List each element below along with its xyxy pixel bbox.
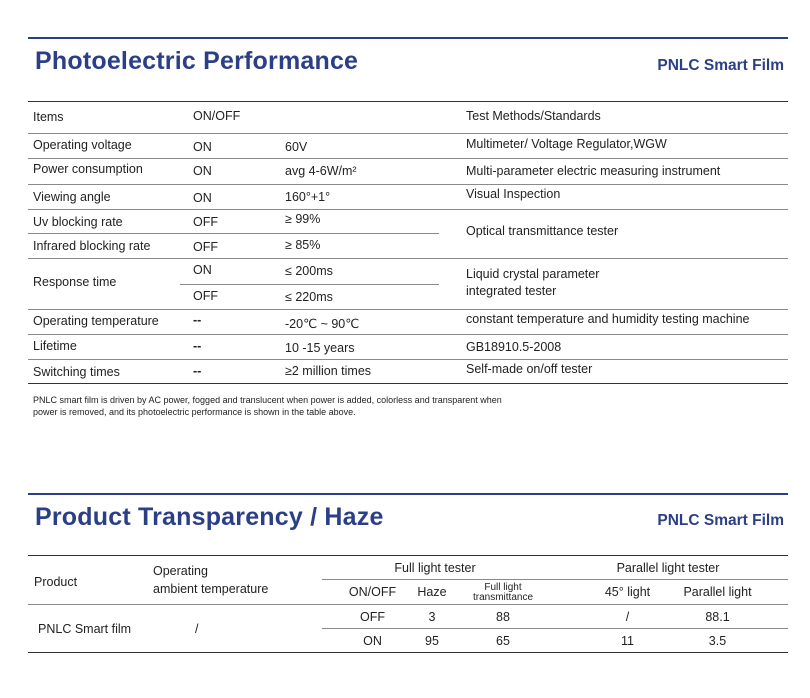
group-header-divider (322, 579, 788, 580)
response-on-state: ON (193, 263, 212, 277)
item-value: avg 4-6W/m² (285, 164, 357, 178)
item-label: Power consumption (33, 162, 143, 176)
row-divider (28, 309, 788, 310)
table1-top-border (28, 101, 788, 102)
section2-title: Product Transparency / Haze (35, 503, 384, 531)
item-state: OFF (193, 215, 218, 229)
header-parallel-light-group: Parallel light tester (616, 561, 720, 575)
item-test: constant temperature and humidity testing machine (466, 312, 750, 326)
product-ambient: / (195, 622, 199, 636)
item-state: -- (193, 364, 202, 378)
header-full-transmittance-line1: Full light (484, 582, 522, 593)
row-full-transmittance: 65 (496, 634, 510, 648)
section2-brand: PNLC Smart Film (657, 512, 784, 529)
item-label: Lifetime (33, 339, 77, 353)
response-off-value: ≤ 220ms (285, 290, 333, 304)
item-test: GB18910.5-2008 (466, 340, 562, 354)
item-value: ≥ 99% (285, 212, 321, 226)
item-state: ON (193, 164, 212, 178)
row-full-transmittance: 88 (496, 610, 510, 624)
item-label: Response time (33, 275, 117, 289)
header-ambient-line2: ambient temperature (153, 582, 269, 596)
footnote-line1: PNLC smart film is driven by AC power, fogged and translucent when power is added, colorless and transparent when (33, 395, 502, 405)
response-on-value: ≤ 200ms (285, 264, 333, 278)
item-state: OFF (193, 240, 218, 254)
row-parallel-light: 88.1 (705, 610, 730, 624)
header-test-methods: Test Methods/Standards (466, 109, 601, 123)
row-divider (28, 359, 788, 360)
row-state: ON (363, 634, 382, 648)
item-state: -- (193, 313, 202, 327)
section1-brand: PNLC Smart Film (657, 57, 784, 74)
row-45-light: 11 (621, 634, 634, 648)
table2-bottom-border (28, 652, 788, 653)
item-test: Self-made on/off tester (466, 362, 593, 376)
header-parallel-light: Parallel light (683, 585, 752, 599)
response-subdivider (180, 284, 439, 285)
section1-title: Photoelectric Performance (35, 47, 359, 75)
header-onoff: ON/OFF (348, 585, 397, 599)
item-test: Multi-parameter electric measuring instrument (466, 164, 721, 178)
header-full-light-group: Full light tester (394, 561, 476, 575)
product-name: PNLC Smart film (38, 622, 132, 636)
header-product: Product (34, 575, 78, 589)
header-items: Items (33, 110, 64, 124)
optical-test: Optical transmittance tester (466, 224, 619, 238)
item-value: ≥ 85% (285, 238, 321, 252)
row-parallel-light: 3.5 (708, 634, 727, 648)
row-state: OFF (360, 610, 385, 624)
item-value: 160°+1° (285, 190, 331, 204)
item-value: 10 -15 years (285, 341, 355, 355)
header-haze: Haze (417, 585, 447, 599)
row-divider (28, 209, 788, 210)
item-label: Uv blocking rate (33, 215, 123, 229)
header-45-light: 45° light (604, 585, 651, 599)
header-onoff: ON/OFF (193, 109, 241, 123)
section2-top-rule (28, 493, 788, 495)
item-label: Switching times (33, 365, 120, 379)
item-value: ≥2 million times (285, 364, 372, 378)
footnote-line2: power is removed, and its photoelectric performance is shown in the table above. (33, 407, 356, 417)
row-divider (28, 184, 788, 185)
table2-row-divider (322, 628, 788, 629)
row-divider (28, 133, 788, 134)
row-divider (28, 233, 439, 234)
row-divider (28, 258, 788, 259)
row-haze: 95 (425, 634, 439, 648)
row-divider (28, 158, 788, 159)
header-full-transmittance-line2: transmittance (472, 592, 534, 603)
item-label: Operating voltage (33, 138, 132, 152)
item-value: 60V (285, 140, 308, 154)
item-test: Visual Inspection (466, 187, 561, 201)
item-test: Multimeter/ Voltage Regulator,WGW (466, 137, 667, 151)
row-45-light: / (625, 610, 630, 624)
lc-test-line2: integrated tester (466, 284, 557, 298)
table2-top-border (28, 555, 788, 556)
table1-bottom-border (28, 383, 788, 384)
item-state: ON (193, 191, 212, 205)
row-divider (28, 334, 788, 335)
table2-header-divider (28, 604, 788, 605)
section1-top-rule (28, 37, 788, 39)
header-ambient-line1: Operating (153, 564, 208, 578)
item-label: Operating temperature (33, 314, 159, 328)
lc-test-line1: Liquid crystal parameter (466, 267, 600, 281)
item-state: -- (193, 339, 202, 353)
item-label: Infrared blocking rate (33, 239, 151, 253)
item-value: -20℃ ~ 90℃ (285, 317, 360, 331)
item-state: ON (193, 140, 212, 154)
row-haze: 3 (428, 610, 436, 624)
item-label: Viewing angle (33, 190, 111, 204)
response-off-state: OFF (193, 289, 218, 303)
